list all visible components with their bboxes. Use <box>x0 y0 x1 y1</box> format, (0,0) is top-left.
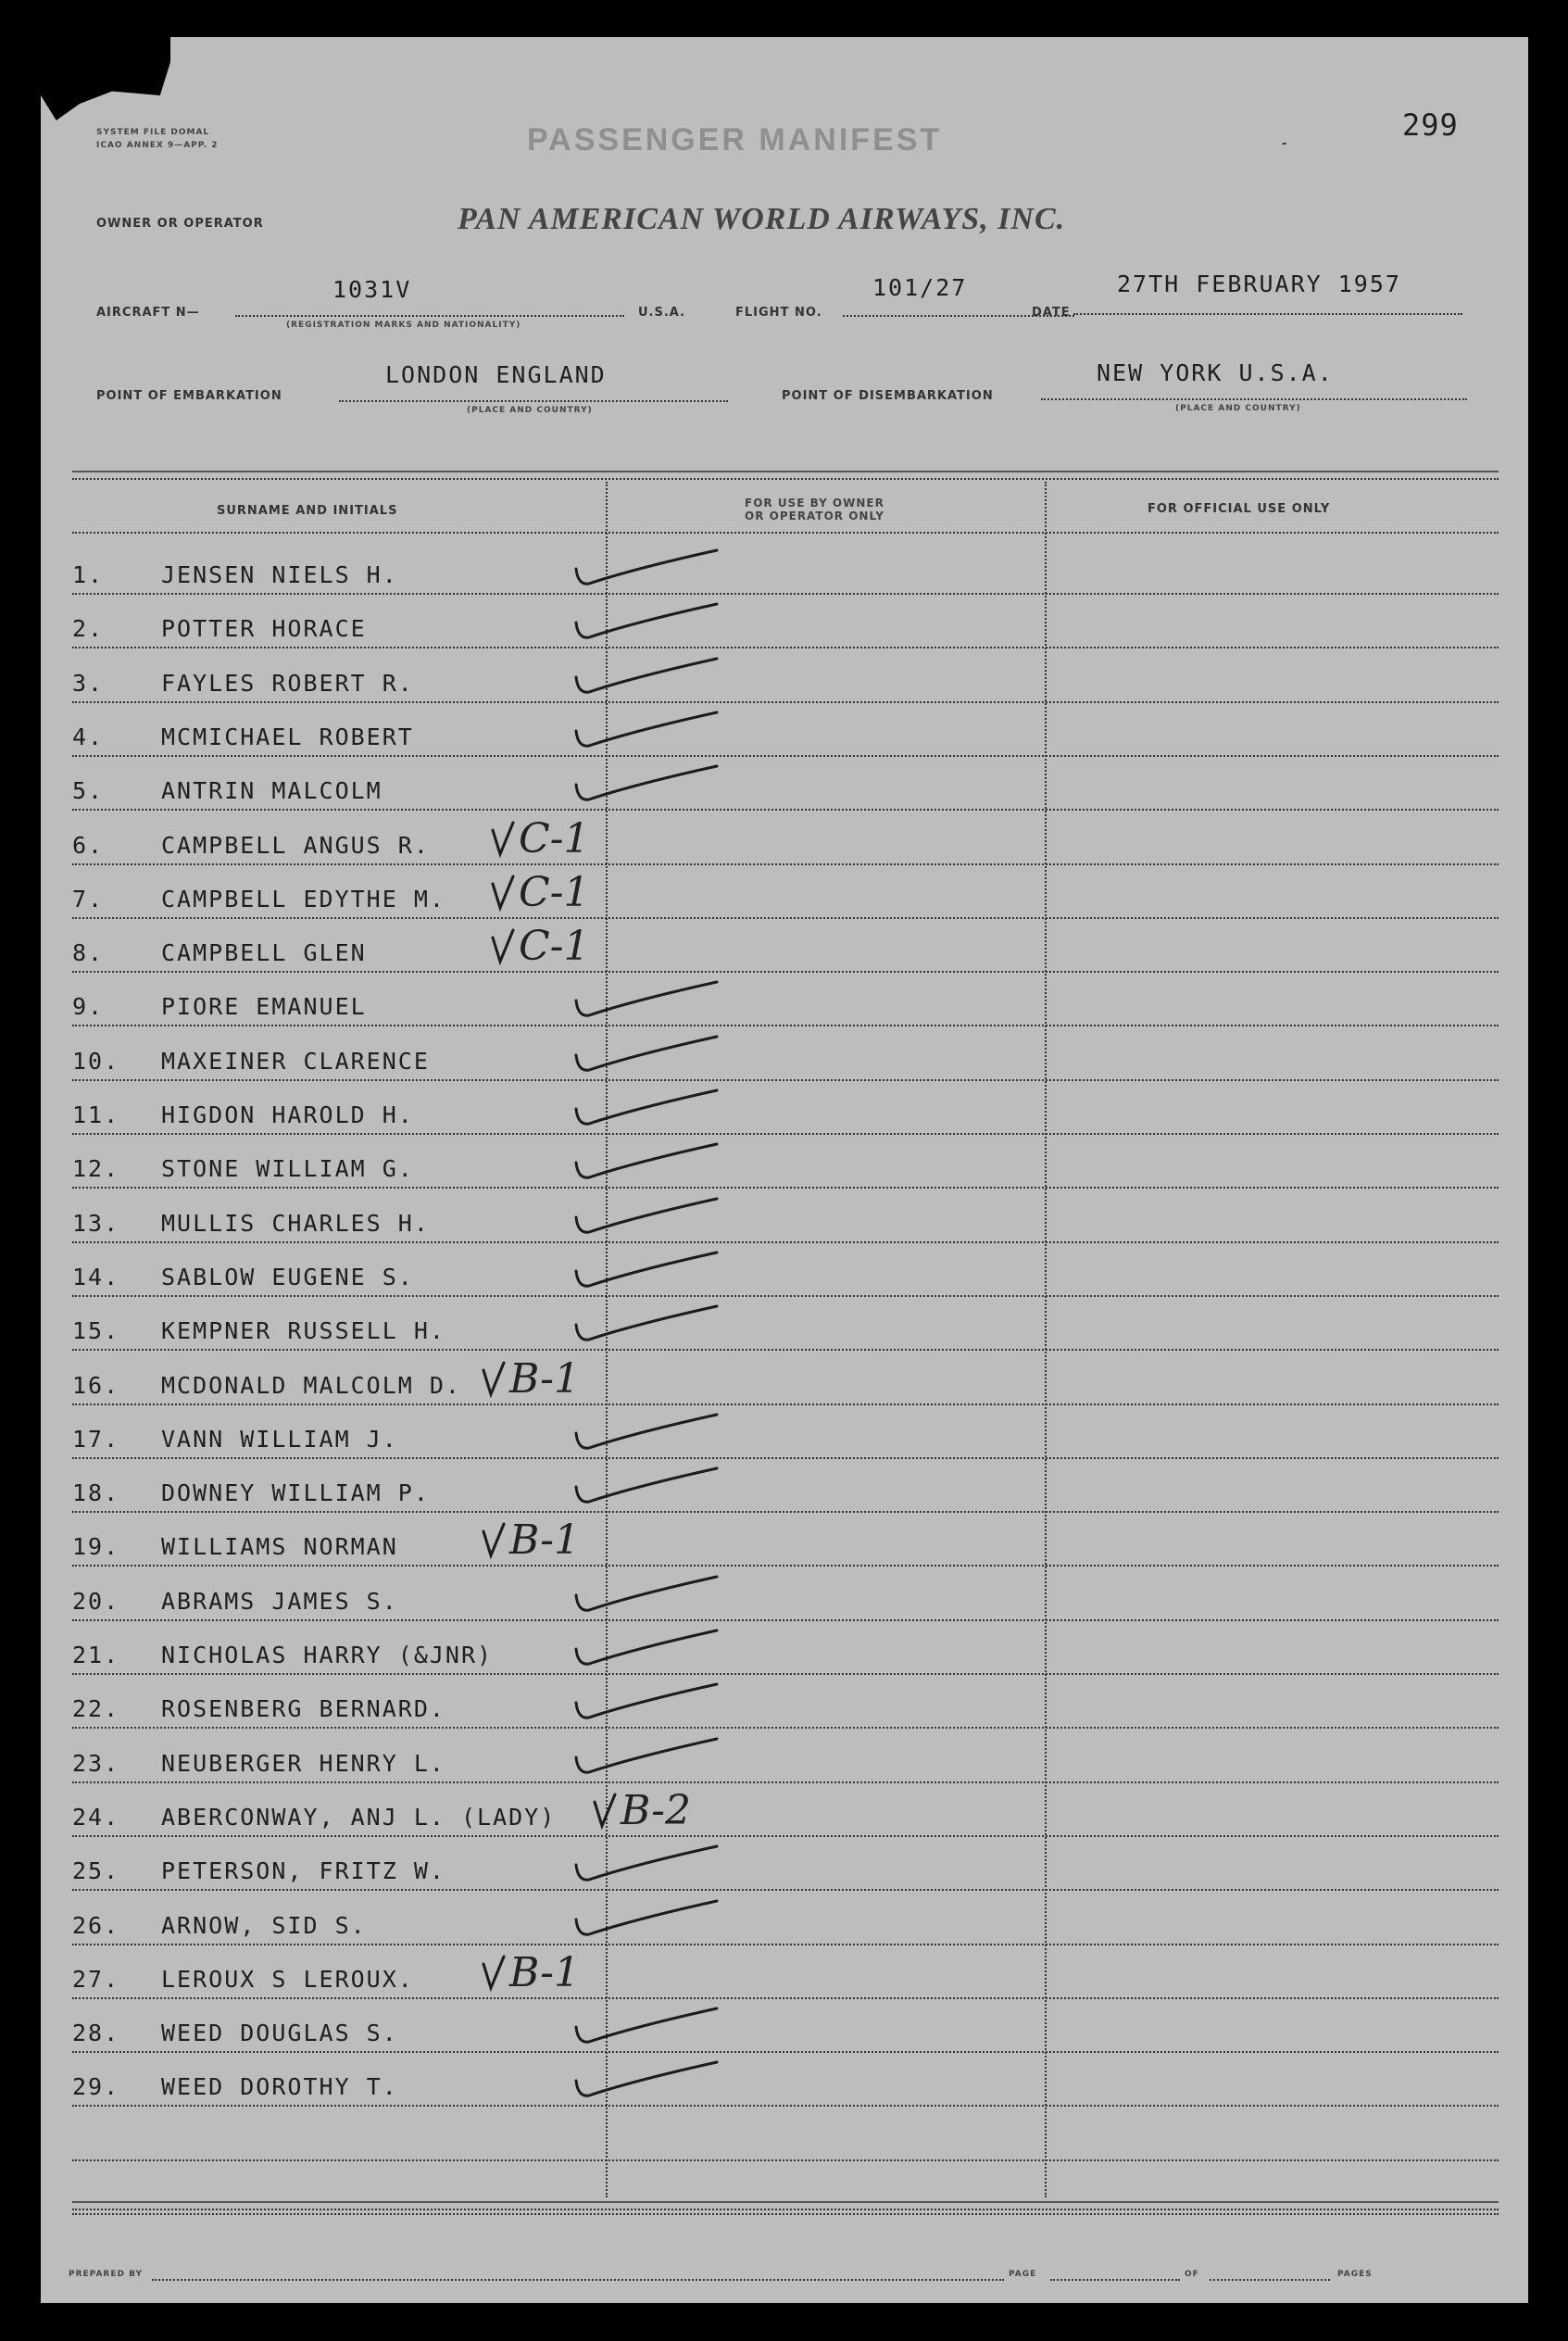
check-mark-stroke <box>595 1794 615 1826</box>
empty-row-rule <box>72 2159 1499 2161</box>
row-rule <box>72 1403 1499 1405</box>
row-rule <box>72 647 1499 648</box>
check-mark-stroke <box>576 1415 717 1448</box>
passenger-name: NICHOLAS HARRY (&JNR) <box>161 1642 494 1668</box>
check-mark-icon <box>569 1191 726 1247</box>
passenger-number: 1. <box>72 561 105 588</box>
check-mark-stroke <box>576 766 717 799</box>
col-header-owner-2: OR OPERATOR ONLY <box>745 510 884 522</box>
passenger-name: WILLIAMS NORMAN <box>161 1533 398 1560</box>
col-header-owner-1: FOR USE BY OWNER <box>745 497 884 510</box>
check-mark-stroke <box>576 2008 717 2042</box>
passenger-number: 15. <box>72 1317 120 1344</box>
flight-label: FLIGHT NO. <box>735 306 822 320</box>
table-bottom-rule-2 <box>72 2209 1499 2210</box>
seat-note: C-1 <box>519 923 590 970</box>
passenger-number: 23. <box>72 1750 120 1777</box>
check-mark-icon <box>569 1407 726 1463</box>
seat-note: C-1 <box>519 815 590 862</box>
passenger-name: DOWNEY WILLIAM P. <box>161 1479 430 1506</box>
check-mark-icon <box>569 2055 726 2110</box>
col-divider-2 <box>1045 482 1047 2197</box>
embark-line <box>339 400 728 402</box>
check-mark-stroke <box>576 1630 717 1664</box>
check-mark-icon <box>569 2001 726 2057</box>
passenger-number: 29. <box>72 2073 120 2100</box>
passenger-name: STONE WILLIAM G. <box>161 1155 414 1182</box>
passenger-name: ROSENBERG BERNARD. <box>161 1695 445 1722</box>
passenger-name: WEED DOUGLAS S. <box>161 2020 398 2046</box>
check-mark-stroke <box>576 2062 717 2096</box>
row-rule <box>72 593 1499 595</box>
empty-row-rule <box>72 2213 1499 2215</box>
row-rule <box>72 1079 1499 1081</box>
passenger-number: 28. <box>72 2020 120 2046</box>
seat-note: B-1 <box>509 1949 581 1996</box>
passenger-number: 9. <box>72 993 105 1020</box>
embark-value: LONDON ENGLAND <box>385 361 607 388</box>
page-number: 299 <box>1402 107 1459 143</box>
of-label: OF <box>1185 2270 1199 2279</box>
row-rule <box>72 1889 1499 1891</box>
seat-note: B-1 <box>509 1355 581 1403</box>
seat-note: C-1 <box>519 869 590 916</box>
table-header-rule <box>72 532 1499 534</box>
form-ref-line1: SYSTEM FILE DOMAL <box>96 128 210 137</box>
passenger-name: MAXEINER CLARENCE <box>161 1048 430 1075</box>
of-line <box>1210 2279 1330 2281</box>
disembark-line <box>1041 398 1467 400</box>
row-rule <box>72 1025 1499 1026</box>
embark-sub-label: (PLACE AND COUNTRY) <box>467 406 593 415</box>
passenger-name: CAMPBELL GLEN <box>161 939 367 966</box>
row-rule <box>72 1944 1499 1945</box>
check-mark-stroke <box>576 1901 717 1934</box>
passenger-number: 11. <box>72 1101 120 1128</box>
check-mark-stroke <box>576 1252 717 1286</box>
check-mark-stroke <box>483 1363 504 1394</box>
table-top-rule-1 <box>72 471 1499 472</box>
passenger-number: 19. <box>72 1533 120 1560</box>
passenger-name: ANTRIN MALCOLM <box>161 777 383 804</box>
passenger-number: 14. <box>72 1264 120 1290</box>
passenger-number: 26. <box>72 1912 120 1939</box>
row-rule <box>72 1619 1499 1621</box>
check-mark-stroke <box>483 1957 504 1988</box>
row-rule <box>72 1781 1499 1783</box>
passenger-name: FAYLES ROBERT R. <box>161 670 414 697</box>
aircraft-line <box>235 315 624 317</box>
date-value: 27TH FEBRUARY 1957 <box>1117 271 1401 297</box>
passenger-number: 17. <box>72 1426 120 1453</box>
check-mark-stroke <box>576 1468 717 1502</box>
passenger-number: 4. <box>72 724 105 750</box>
passenger-number: 5. <box>72 777 105 804</box>
passenger-number: 24. <box>72 1804 120 1831</box>
passenger-number: 27. <box>72 1966 120 1993</box>
check-mark-stroke <box>576 1144 717 1177</box>
row-rule <box>72 1835 1499 1837</box>
check-mark-icon <box>569 1731 726 1787</box>
row-rule <box>72 1133 1499 1135</box>
disembark-label: POINT OF DISEMBARKATION <box>782 389 994 403</box>
check-mark-stroke <box>576 1090 717 1124</box>
passenger-name: PIORE EMANUEL <box>161 993 367 1020</box>
passenger-number: 8. <box>72 939 105 966</box>
check-mark-stroke <box>576 982 717 1015</box>
passenger-name: WEED DOROTHY T. <box>161 2073 398 2100</box>
check-mark-stroke <box>576 1846 717 1880</box>
check-mark-icon <box>569 1083 726 1139</box>
torn-corner <box>41 37 170 120</box>
disembark-sub-label: (PLACE AND COUNTRY) <box>1175 404 1301 413</box>
passenger-name: MULLIS CHARLES H. <box>161 1210 430 1237</box>
check-mark-icon <box>569 1623 726 1679</box>
check-mark-stroke <box>576 1199 717 1232</box>
check-mark-icon <box>569 1677 726 1732</box>
seat-note: B-2 <box>621 1787 692 1834</box>
check-mark-icon <box>569 1299 726 1354</box>
check-mark-stroke <box>576 1684 717 1718</box>
flight-value: 101/27 <box>872 274 968 301</box>
check-mark-stroke <box>576 1739 717 1772</box>
col-header-name: SURNAME AND INITIALS <box>217 504 398 518</box>
passenger-name: POTTER HORACE <box>161 615 367 642</box>
row-rule <box>72 917 1499 919</box>
check-mark-icon <box>569 1137 726 1192</box>
embark-label: POINT OF EMBARKATION <box>96 389 282 403</box>
passenger-number: 18. <box>72 1479 120 1506</box>
row-rule <box>72 2051 1499 2053</box>
passenger-name: ARNOW, SID S. <box>161 1912 367 1939</box>
check-mark-stroke <box>493 823 513 854</box>
check-mark-icon <box>569 975 726 1030</box>
passenger-name: CAMPBELL ANGUS R. <box>161 832 430 859</box>
aircraft-sub-label: (REGISTRATION MARKS AND NATIONALITY) <box>286 321 521 330</box>
passenger-name: MCDONALD MALCOLM D. <box>161 1372 461 1399</box>
owner-value: PAN AMERICAN WORLD AIRWAYS, INC. <box>458 202 1066 236</box>
passenger-number: 2. <box>72 615 105 642</box>
passenger-name: SABLOW EUGENE S. <box>161 1264 414 1290</box>
date-line <box>1073 313 1462 315</box>
row-rule <box>72 701 1499 703</box>
passenger-number: 20. <box>72 1588 120 1615</box>
passenger-name: MCMICHAEL ROBERT <box>161 724 414 750</box>
check-mark-stroke <box>576 604 717 637</box>
pages-label: PAGES <box>1337 2270 1373 2279</box>
passenger-name: ABRAMS JAMES S. <box>161 1588 398 1615</box>
passenger-name: KEMPNER RUSSELL H. <box>161 1317 445 1344</box>
check-mark-icon <box>569 597 726 652</box>
check-mark-stroke <box>576 712 717 746</box>
check-mark-stroke <box>576 550 717 584</box>
row-rule <box>72 1349 1499 1351</box>
row-rule <box>72 755 1499 757</box>
check-mark-icon <box>569 543 726 598</box>
passenger-number: 10. <box>72 1048 120 1075</box>
check-mark-icon <box>569 759 726 814</box>
passenger-name: LEROUX S LEROUX. <box>161 1966 414 1993</box>
passenger-number: 7. <box>72 886 105 912</box>
passenger-name: CAMPBELL EDYTHE M. <box>161 886 445 912</box>
prepared-by-label: PREPARED BY <box>69 2270 143 2279</box>
passenger-name: NEUBERGER HENRY L. <box>161 1750 445 1777</box>
check-mark-icon <box>569 1569 726 1625</box>
passenger-name: ABERCONWAY, ANJ L. (LADY) <box>161 1804 557 1831</box>
check-mark-icon <box>569 1461 726 1517</box>
check-mark-icon <box>569 1245 726 1301</box>
check-mark-icon <box>569 1839 726 1894</box>
check-mark-stroke <box>493 876 513 908</box>
row-rule <box>72 809 1499 811</box>
row-rule <box>72 1241 1499 1243</box>
check-mark-stroke <box>576 1037 717 1070</box>
passenger-name: PETERSON, FRITZ W. <box>161 1857 445 1884</box>
seat-note: B-1 <box>509 1517 581 1564</box>
prepared-by-line <box>152 2279 1004 2281</box>
row-rule <box>72 1727 1499 1729</box>
manifest-sheet <box>41 37 1528 2303</box>
page-line <box>1050 2279 1180 2281</box>
passenger-number: 12. <box>72 1155 120 1182</box>
check-mark-icon <box>569 651 726 707</box>
row-rule <box>72 1187 1499 1189</box>
passenger-name: JENSEN NIELS H. <box>161 561 398 588</box>
date-label: DATE <box>1032 306 1071 320</box>
aircraft-value: 1031V <box>332 276 412 303</box>
check-mark-icon <box>569 1029 726 1085</box>
row-rule <box>72 1673 1499 1675</box>
check-mark-stroke <box>576 659 717 692</box>
disembark-value: NEW YORK U.S.A. <box>1097 359 1334 386</box>
title-dash: - <box>1282 137 1288 151</box>
aircraft-label: AIRCRAFT N— <box>96 306 200 320</box>
row-rule <box>72 2105 1499 2107</box>
check-mark-icon <box>569 705 726 761</box>
check-mark-stroke <box>493 930 513 962</box>
aircraft-nationality: U.S.A. <box>638 306 686 320</box>
row-rule <box>72 1565 1499 1567</box>
passenger-number: 21. <box>72 1642 120 1668</box>
form-title: PASSENGER MANIFEST <box>527 122 943 157</box>
col-header-official: FOR OFFICIAL USE ONLY <box>1148 502 1331 516</box>
passenger-number: 3. <box>72 670 105 697</box>
table-bottom-rule-1 <box>72 2201 1499 2203</box>
row-rule <box>72 971 1499 973</box>
passenger-name: VANN WILLIAM J. <box>161 1426 398 1453</box>
check-mark-stroke <box>483 1524 504 1555</box>
form-ref-line2: ICAO ANNEX 9—APP. 2 <box>96 141 219 150</box>
row-rule <box>72 1295 1499 1297</box>
passenger-number: 6. <box>72 832 105 859</box>
check-mark-stroke <box>576 1577 717 1610</box>
page-label: PAGE <box>1009 2270 1037 2279</box>
passenger-number: 22. <box>72 1695 120 1722</box>
passenger-number: 16. <box>72 1372 120 1399</box>
row-rule <box>72 1511 1499 1513</box>
row-rule <box>72 863 1499 865</box>
passenger-name: HIGDON HAROLD H. <box>161 1101 414 1128</box>
passenger-number: 13. <box>72 1210 120 1237</box>
row-rule <box>72 1457 1499 1459</box>
table-top-rule-2 <box>72 478 1499 480</box>
check-mark-stroke <box>576 1306 717 1340</box>
check-mark-icon <box>569 1894 726 1949</box>
passenger-number: 25. <box>72 1857 120 1884</box>
owner-label: OWNER OR OPERATOR <box>96 217 264 231</box>
row-rule <box>72 1997 1499 1999</box>
